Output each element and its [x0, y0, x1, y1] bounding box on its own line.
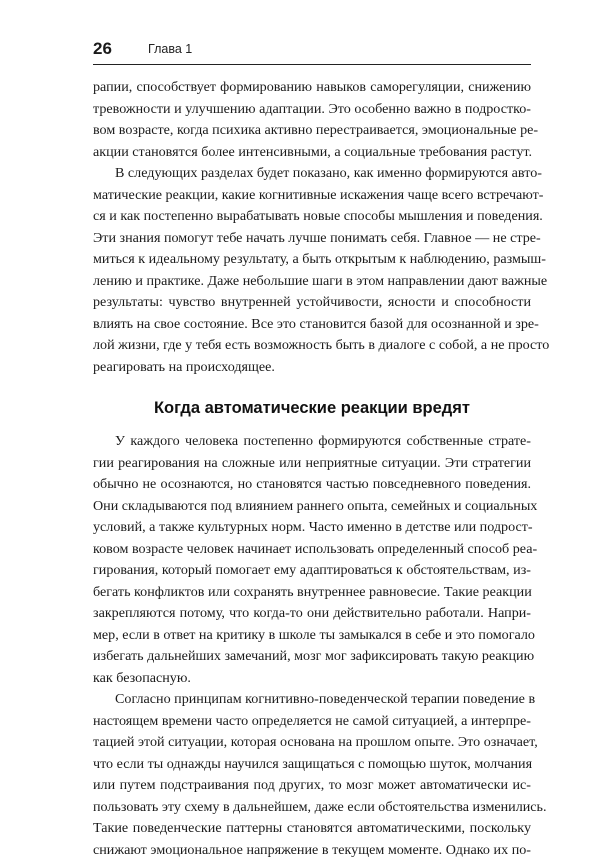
text-line: Такие поведенческие паттерны становятся автоматическими, поскольку: [93, 818, 531, 840]
text-line: что если ты однажды научился защищаться с помощью шуток, молчания: [93, 754, 531, 776]
text-line: или путем подстраивания под других, то мозг может автоматически ис-: [93, 775, 531, 797]
text-line: миться к идеальному результату, а быть открытым к наблюдению, размыш-: [93, 249, 531, 271]
text-line: ковом возрасте человек начинает использовать определенный способ реа-: [93, 539, 531, 561]
text-line: снижают эмоциональное напряжение в текущем моменте. Однако их по-: [93, 840, 531, 861]
text-line: настоящем времени часто определяется не самой ситуацией, а интерпре-: [93, 711, 531, 733]
paragraph-3: [93, 431, 531, 689]
text-line: тацией этой ситуации, которая основана на прошлом опыте. Это означает,: [93, 732, 531, 754]
text-line: лению и практике. Даже небольшие шаги в этом направлении дают важные: [93, 271, 531, 293]
text-line: гирования, который помогает ему адаптироваться к обстоятельствам, из-: [93, 560, 531, 582]
paragraph-4: [93, 689, 531, 861]
text-line: Согласно принципам когнитивно-поведенческой терапии поведение в: [93, 689, 531, 711]
text-line: Эти знания помогут тебе начать лучше понимать себя. Главное — не стре-: [93, 228, 531, 250]
text-line: избегать дальнейших замечаний, мозг мог зафиксировать такую реакцию: [93, 646, 531, 668]
chapter-label: Глава 1: [148, 42, 192, 56]
text-line: акции становятся более интенсивными, а социальные требования растут.: [93, 142, 531, 164]
text-line: матические реакции, какие когнитивные искажения чаще всего встречают-: [93, 185, 531, 207]
text-line: У каждого человека постепенно формируются собственные страте-: [93, 431, 531, 453]
text-line: бегать конфликтов или сохранять внутреннее равновесие. Такие реакции: [93, 582, 531, 604]
text-line: закрепляются потому, что когда-то они действительно работали. Напри-: [93, 603, 531, 625]
text-line: условий, а также культурных норм. Часто именно в детстве или подрост-: [93, 517, 531, 539]
text-line: ся и как постепенно вырабатывать новые способы мышления и поведения.: [93, 206, 531, 228]
running-head: [93, 36, 531, 65]
text-line: реагировать на происходящее.: [93, 357, 531, 379]
text-line: Они складываются под влиянием раннего опыта, семейных и социальных: [93, 496, 531, 518]
text-line: мер, если в ответ на критику в школе ты замыкался в себе и это помогало: [93, 625, 531, 647]
text-line: тревожности и улучшению адаптации. Это особенно важно в подростко-: [93, 99, 531, 121]
text-line: В следующих разделах будет показано, как именно формируются авто-: [93, 163, 531, 185]
text-line: вом возрасте, когда психика активно перестраивается, эмоциональные ре-: [93, 120, 531, 142]
section-heading: Когда автоматические реакции вредят: [93, 397, 531, 419]
text-line: пользовать эту схему в дальнейшем, даже если обстоятельства изменились.: [93, 797, 531, 819]
text-line: гии реагирования на сложные или неприятные ситуации. Эти стратегии: [93, 453, 531, 475]
paragraph-2: [93, 163, 531, 378]
text-line: результаты: чувство внутренней устойчивости, ясности и способности: [93, 292, 531, 314]
text-line: лой жизни, где у тебя есть возможность быть в диалоге с собой, а не просто: [93, 335, 531, 357]
text-line: обычно не осознаются, но становятся частью повседневного поведения.: [93, 474, 531, 496]
text-line: как безопасную.: [93, 668, 531, 690]
body-text: [93, 77, 531, 861]
text-line: влиять на свое состояние. Все это становится базой для осознанной и зре-: [93, 314, 531, 336]
intro-paragraph: [93, 77, 531, 163]
text-line: рапии, способствует формированию навыков саморегуляции, снижению: [93, 77, 531, 99]
page-number: 26: [93, 39, 112, 59]
